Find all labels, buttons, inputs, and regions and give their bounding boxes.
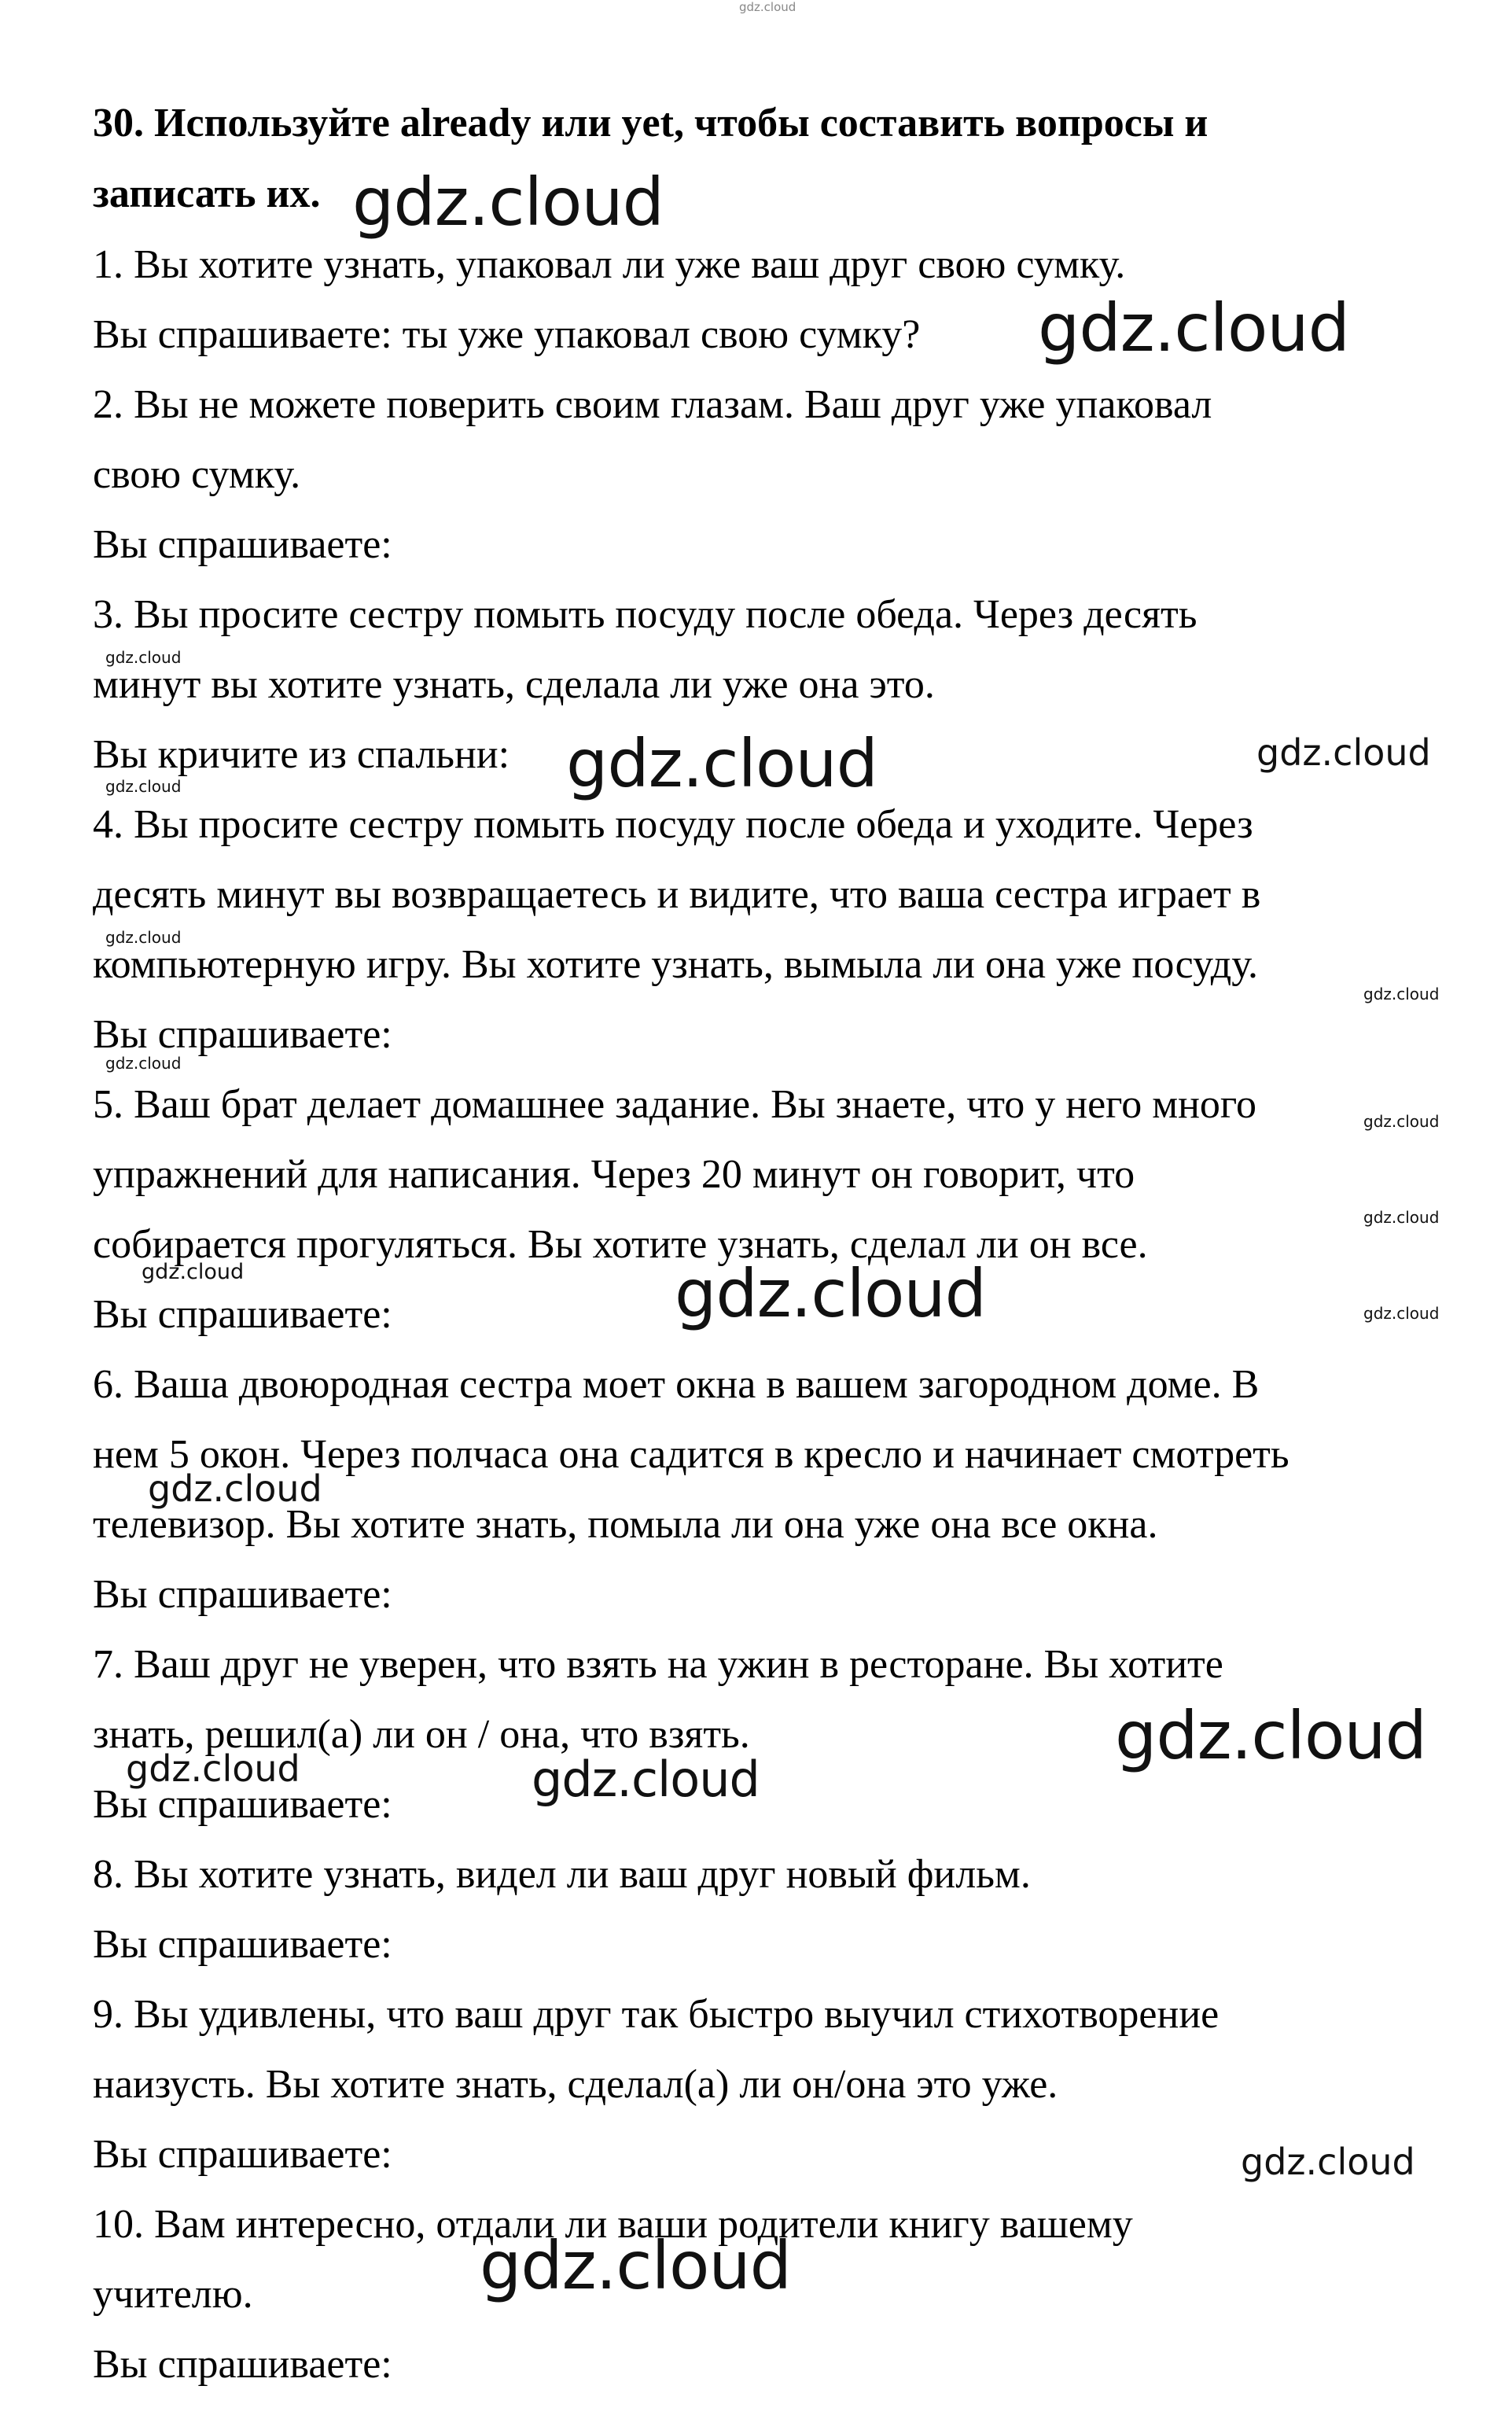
watermark: gdz.cloud xyxy=(1256,731,1431,774)
text-line: Вы спрашиваете: ты уже упаковал свою сумку? xyxy=(93,312,921,357)
text-line: компьютерную игру. Вы хотите узнать, вымыла ли она уже посуду. xyxy=(93,942,1259,987)
watermark: gdz.cloud xyxy=(105,1054,182,1073)
text-line: 9. Вы удивлены, что ваш друг так быстро выучил стихотворение xyxy=(93,1992,1220,2037)
watermark: gdz.cloud xyxy=(105,777,182,796)
text-line: 3. Вы просите сестру помыть посуду после обеда. Через десять xyxy=(93,592,1197,637)
text-line: Вы спрашиваете: xyxy=(93,522,392,567)
watermark: gdz.cloud xyxy=(1038,289,1349,366)
text-line: 8. Вы хотите узнать, видел ли ваш друг новый фильм. xyxy=(93,1852,1031,1897)
watermark: gdz.cloud xyxy=(105,648,182,667)
watermark: gdz.cloud xyxy=(566,725,877,802)
text-line: Вы спрашиваете: xyxy=(93,2132,392,2177)
text-line: 4. Вы просите сестру помыть посуду после обеда и уходите. Через xyxy=(93,802,1253,847)
text-line: 10. Вам интересно, отдали ли ваши родители книгу вашему xyxy=(93,2202,1133,2247)
text-line: Вы спрашиваете: xyxy=(93,2342,392,2387)
text-line: собирается прогуляться. Вы хотите узнать, сделал ли он все. xyxy=(93,1222,1148,1267)
exercise-heading-line-2: записать их. xyxy=(93,171,321,216)
text-line: учителю. xyxy=(93,2272,253,2317)
watermark: gdz.cloud xyxy=(675,1255,986,1332)
text-line: свою сумку. xyxy=(93,452,301,497)
text-line: 1. Вы хотите узнать, упаковал ли уже ваш друг свою сумку. xyxy=(93,242,1126,287)
watermark: gdz.cloud xyxy=(1363,1304,1440,1323)
text-line: 5. Ваш брат делает домашнее задание. Вы знаете, что у него много xyxy=(93,1082,1256,1127)
watermark: gdz.cloud xyxy=(126,1747,300,1790)
text-line: знать, решил(а) ли он / она, что взять. xyxy=(93,1712,750,1757)
watermark: gdz.cloud xyxy=(480,2227,791,2304)
text-line: Вы спрашиваете: xyxy=(93,1012,392,1057)
text-line: Вы спрашиваете: xyxy=(93,1922,392,1967)
watermark: gdz.cloud xyxy=(148,1467,322,1510)
text-line: Вы спрашиваете: xyxy=(93,1572,392,1617)
text-line: 6. Ваша двоюродная сестра моет окна в вашем загородном доме. В xyxy=(93,1362,1260,1407)
text-line: 7. Ваш друг не уверен, что взять на ужин в ресторане. Вы хотите xyxy=(93,1642,1223,1687)
exercise-heading-line-1: 30. Используйте already или yet, чтобы составить вопросы и xyxy=(93,101,1208,145)
watermark: gdz.cloud xyxy=(105,928,182,947)
text-line: телевизор. Вы хотите знать, помыла ли она уже она все окна. xyxy=(93,1502,1158,1547)
text-line: нем 5 окон. Через полчаса она садится в кресло и начинает смотреть xyxy=(93,1432,1289,1477)
text-line: десять минут вы возвращаетесь и видите, что ваша сестра играет в xyxy=(93,872,1261,917)
text-line: минут вы хотите узнать, сделала ли уже она это. xyxy=(93,662,935,707)
exercise-text xyxy=(93,88,1477,2399)
text-line: Вы спрашиваете: xyxy=(93,1292,392,1337)
text-line: 2. Вы не можете поверить своим глазам. Ваш друг уже упаковал xyxy=(93,382,1212,427)
text-line: упражнений для написания. Через 20 минут он говорит, что xyxy=(93,1152,1135,1197)
watermark: gdz.cloud xyxy=(1241,2141,1415,2183)
text-line: наизусть. Вы хотите знать, сделал(а) ли он/она это уже. xyxy=(93,2062,1058,2107)
watermark: gdz.cloud xyxy=(1363,1112,1440,1131)
watermark: gdz.cloud xyxy=(1363,985,1440,1003)
watermark: gdz.cloud xyxy=(142,1260,245,1284)
watermark: gdz.cloud xyxy=(532,1751,760,1808)
text-line: Вы спрашиваете: xyxy=(93,1782,392,1827)
watermark: gdz.cloud xyxy=(1115,1697,1426,1774)
header-watermark: gdz.cloud xyxy=(739,0,796,14)
watermark: gdz.cloud xyxy=(352,164,664,241)
text-line: Вы кричите из спальни: xyxy=(93,732,510,777)
watermark: gdz.cloud xyxy=(1363,1208,1440,1227)
